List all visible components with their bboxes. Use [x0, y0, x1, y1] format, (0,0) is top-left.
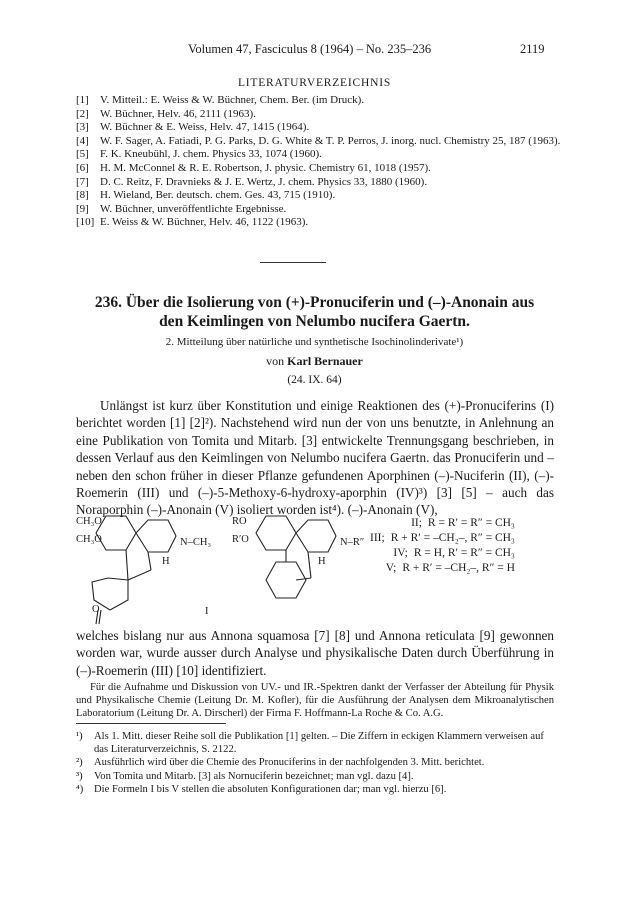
legend-entry: [370, 531, 515, 546]
reference-text: E. Weiss & W. Büchner, Helv. 46, 1122 (1963).: [100, 216, 309, 229]
footnote-rule: [76, 723, 226, 724]
footnote: [76, 783, 554, 796]
paragraph-2: welches bislang nur aus Annona squamosa [7] [8] und Annona reticulata [9] gewonnen worden war, wurde ausser durch Analyse und physikalische Daten durch Überführung in (–)-Roemerin (III) [10] identifiziert.: [76, 628, 554, 678]
reference-text: V. Mitteil.: E. Weiss & W. Büchner, Chem. Ber. (im Druck).: [100, 94, 365, 106]
footnote-mark: ¹): [76, 731, 83, 742]
author-name: Karl Bernauer: [287, 354, 363, 368]
reference-text: W. Büchner, Helv. 46, 2111 (1963).: [100, 107, 256, 120]
structure-I-nitrogen-label: N–CH₃: [180, 537, 212, 548]
reference-text: W. F. Sager, A. Fatiadi, P. G. Parks, D. G. White & T. P. Perros, J. inorg. nucl. Chemistry 25, 187 (1963).: [100, 134, 561, 147]
structure-I-bond: [126, 550, 128, 580]
legend-number: II;: [411, 517, 422, 529]
reference-number: [4]: [76, 134, 89, 147]
acknowledgement: Für die Aufnahme und Diskussion von UV.- und IR.-Spektren dankt der Verfasser der Abteilung für Physik und Physikalische Chemie (Leitung Dr. M. Kofler), für die Ausführung der Analysen dem Mikroanalytischen Laboratorium (Leitung Dr. A. Dirscherl) der Firma F. Hoffmann-La Roche & Co. A.G.: [76, 682, 554, 720]
footnote-mark: ³): [76, 770, 83, 782]
structure-II-nitrogen-label: N–R″: [340, 537, 365, 548]
structure-I-ring-b: [136, 520, 176, 552]
legend-number: IV;: [393, 547, 408, 559]
reference-text: W. Büchner, unveröffentlichte Ergebnisse.: [100, 202, 287, 215]
legend-entry: [370, 561, 515, 576]
reference-text: F. K. Kneubühl, J. chem. Physics 33, 1074 (1960).: [100, 148, 322, 161]
article-title: [0, 293, 629, 331]
paragraph-1: Unlängst ist kurz über Konstitution und einige Reaktionen des (+)-Pronuciferins (I) berichtet worden [1] [2]²). Nachstehend wird nun der von uns benutzte, in Anlehnung an eine Publikation von Tomita und Mitarb. [3] entwickelte Trennungsgang beschrieben, in dessen Verlauf aus den Keimlingen von Nelumbo nucifera Gaertn. das Pronuciferin und – neben den schon früher in dieser Pflanze gefundenen Aporphinen (–)-Nuciferin (II), (–)-Roemerin (III) und (–)-5-Methoxy-6-hydroxy-aporphin (IV)³) [3] [5] – auch das Noraporphin (–)-Anonain (V) isoliert worden ist⁴). (–)-Anonain (V),: [76, 398, 554, 518]
reference-number: [6]: [76, 161, 89, 174]
reference-item: [76, 148, 566, 162]
legend-text: R = R′ = R″ = CH₃: [427, 517, 515, 529]
reference-item: [76, 94, 566, 108]
structure-II-hydrogen-label: H: [318, 556, 326, 567]
reference-number: [5]: [76, 148, 89, 161]
structure-II-ring-b: [296, 520, 336, 552]
reference-number: [10]: [76, 216, 95, 229]
footnote: [76, 770, 554, 783]
footnote-mark: ⁴): [76, 783, 84, 795]
footnotes: [76, 730, 554, 796]
structure-II-substituent-2: R′O: [232, 534, 249, 545]
reference-item: [76, 162, 566, 176]
structure-II-ring-a: [256, 516, 296, 550]
footnote: [76, 730, 554, 756]
structure-I-oxygen-label: O: [92, 604, 100, 615]
footnote-text: Die Formeln I bis V stellen die absoluten Konfigurationen dar; man vgl. hierzu [6].: [94, 783, 447, 795]
reference-item: [76, 135, 566, 149]
structure-I-hydrogen-label: H: [162, 556, 170, 567]
reference-text: W. Büchner & E. Weiss, Helv. 47, 1415 (1964).: [100, 121, 310, 134]
reference-number: [3]: [76, 121, 89, 134]
legend-number: III;: [370, 532, 385, 544]
structure-diagrams: [76, 508, 376, 628]
reference-text: H. M. McConnel & R. E. Robertson, J. physic. Chemistry 61, 1018 (1957).: [100, 161, 431, 174]
running-header: Volumen 47, Fasciculus 8 (1964) – No. 235–236: [188, 42, 432, 56]
structure-II-substituent-1: RO: [232, 516, 247, 527]
references-heading: LITERATURVERZEICHNIS: [237, 77, 392, 89]
article-title-line-1: 236. Über die Isolierung von (+)-Pronuciferin und (–)-Anonain aus: [94, 294, 535, 311]
legend-entry: [370, 516, 515, 531]
reference-number: [9]: [76, 202, 89, 215]
reference-item: [76, 108, 566, 122]
reference-number: [7]: [76, 175, 89, 188]
footnote: [76, 756, 554, 769]
legend-number: V;: [385, 562, 397, 574]
reference-number: [2]: [76, 107, 89, 120]
legend-text: R + R′ = –CH₂–, R″ = CH₃: [390, 532, 515, 544]
legend-text: R = H, R′ = R″ = CH₃: [413, 547, 515, 559]
footnote-text: Als 1. Mitt. dieser Reihe soll die Publikation [1] gelten. – Die Ziffern in eckigen Klammern verweisen auf das Literaturverzeichnis, S. 2122.: [94, 731, 544, 756]
structure-I-substituent-1: CH₃O: [76, 516, 102, 527]
reference-text: H. Wieland, Ber. deutsch. chem. Ges. 43, 715 (1910).: [100, 189, 336, 202]
reference-list: [76, 94, 566, 230]
article-subtitle: 2. Mitteilung über natürliche und synthetische Isochinolinderivate¹): [165, 336, 464, 348]
reference-text: D. C. Reitz, F. Dravnieks & J. E. Wertz, J. chem. Physics 33, 1880 (1960).: [100, 175, 428, 188]
structure-I-ring-a: [96, 516, 136, 550]
reference-item: [76, 189, 566, 203]
article-title-line-2: den Keimlingen von Nelumbo nucifera Gaertn.: [159, 313, 470, 330]
footnote-text: Von Tomita und Mitarb. [3] als Nornuciferin bezeichnet; man vgl. dazu [4].: [94, 770, 414, 782]
reference-item: [76, 121, 566, 135]
page-number: 2119: [520, 42, 545, 56]
received-date: (24. IX. 64): [287, 374, 342, 386]
reference-number: [1]: [76, 94, 89, 106]
footnote-text: Ausführlich wird über die Chemie des Pronuciferins in der nachfolgenden 3. Mitt. berichtet.: [94, 757, 485, 769]
reference-item: [76, 203, 566, 217]
legend-entry: [370, 546, 515, 561]
author-line: [0, 354, 629, 369]
reference-number: [8]: [76, 189, 89, 202]
reference-item: [76, 176, 566, 190]
structure-I-substituent-2: CH₃O: [76, 534, 102, 545]
author-prefix: von: [266, 354, 285, 368]
reference-item: [76, 216, 566, 230]
section-divider: [260, 262, 326, 263]
structure-legend: [370, 516, 515, 576]
legend-text: R + R′ = –CH₂–, R″ = H: [402, 562, 515, 574]
structure-I-numeral: I: [205, 606, 209, 617]
footnote-mark: ²): [76, 757, 83, 769]
